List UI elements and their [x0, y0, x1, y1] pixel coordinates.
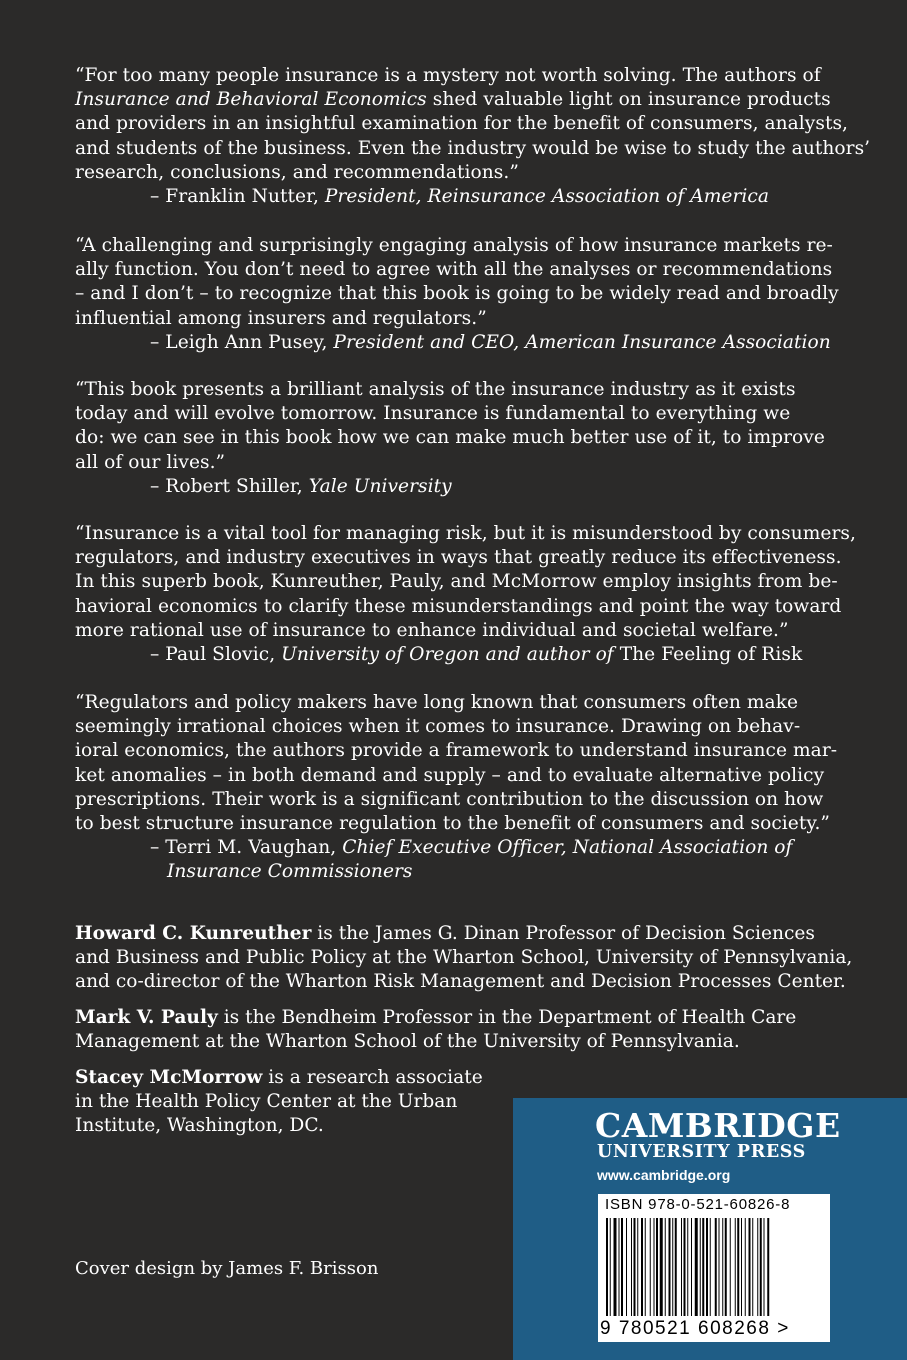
quote-line: seemingly irrational choices when it comes to insurance. Drawing on behav- — [75, 716, 801, 738]
publisher-block — [513, 1098, 907, 1360]
quote-line: “A challenging and surprisingly engaging analysis of how insurance markets re- — [75, 235, 833, 256]
quote-line: and providers in an insightful examination for the benefit of consumers, analysts, — [75, 113, 849, 135]
bio-kunreuther — [75, 922, 852, 995]
quote-line: all of our lives.” — [75, 451, 226, 473]
quote-line: “For too many people insurance is a mystery not worth solving. The authors of — [75, 65, 821, 86]
attribution-author: – Robert Shiller, — [150, 475, 309, 497]
quote-line: “Regulators and policy makers have long known that consumers often make — [75, 692, 799, 713]
bio-line: and co-director of the Wharton Risk Management and Decision Processes Center. — [75, 971, 846, 993]
quote-attribution — [75, 331, 845, 355]
quote-line: influential among insurers and regulators.” — [75, 307, 487, 329]
publisher-url: www.cambridge.org — [597, 1167, 731, 1183]
cover-design-credit: Cover design by James F. Brisson — [75, 1258, 379, 1279]
bio-line — [75, 1006, 796, 1030]
quote-line: to best structure insurance regulation to the benefit of consumers and society.” — [75, 813, 830, 835]
quote-line: do: we can see in this book how we can make much better use of it, to improve — [75, 427, 825, 449]
quote-line-rest: shed valuable light on insurance products — [426, 89, 831, 111]
quote-shiller — [75, 378, 845, 499]
barcode-icon — [606, 1218, 822, 1318]
bio-text: is the James G. Dinan Professor of Decision Sciences — [311, 923, 815, 944]
quote-line: regulators, and industry executives in ways that greatly reduce its effectiveness. — [75, 547, 842, 569]
quote-line: ket anomalies – in both demand and supply – and to evaluate alternative policy — [75, 764, 825, 786]
quote-pusey — [75, 234, 845, 355]
quote-line: more rational use of insurance to enhance individual and societal welfare.” — [75, 619, 789, 641]
barcode-digits: 9 780521 608268 > — [600, 1318, 790, 1339]
attribution-role: University of Oregon and author of — [281, 644, 614, 666]
book-title: Insurance and Behavioral Economics — [75, 89, 427, 111]
attribution-author: – Terri M. Vaughan, — [150, 837, 343, 859]
attribution-role: President, Reinsurance Association of America — [324, 186, 769, 208]
bio-name: Howard C. Kunreuther — [75, 923, 312, 944]
isbn-label: ISBN 978-0-521-60826-8 — [605, 1196, 791, 1213]
bio-line: and Business and Public Policy at the Wharton School, University of Pennsylvania, — [75, 947, 853, 969]
publisher-subtitle: UNIVERSITY PRESS — [597, 1142, 806, 1162]
quote-attribution — [75, 475, 845, 499]
quote-line: In this superb book, Kunreuther, Pauly, and McMorrow employ insights from be- — [75, 571, 838, 593]
attribution-role-continued: Insurance Commissioners — [167, 861, 413, 883]
quote-line: prescriptions. Their work is a significant contribution to the discussion on how — [75, 788, 824, 810]
quote-line: and students of the business. Even the industry would be wise to study the authors’ — [75, 137, 871, 159]
bio-line — [75, 922, 852, 946]
bio-line — [75, 1066, 483, 1090]
bio-line: Institute, Washington, DC. — [75, 1115, 324, 1137]
quote-line — [75, 88, 845, 112]
bio-name: Mark V. Pauly — [75, 1007, 218, 1028]
bio-name: Stacey McMorrow — [75, 1067, 263, 1088]
bio-pauly — [75, 1006, 796, 1054]
quote-line: “This book presents a brilliant analysis of the insurance industry as it exists — [75, 379, 796, 400]
quote-line: “Insurance is a vital tool for managing risk, but it is misunderstood by consumers, — [75, 523, 856, 544]
quote-line: research, conclusions, and recommendations.” — [75, 161, 519, 183]
bio-line: Management at the Wharton School of the University of Pennsylvania. — [75, 1031, 740, 1053]
quote-line: – and I don’t – to recognize that this book is going to be widely read and broadly — [75, 283, 839, 305]
attribution-author: – Franklin Nutter, — [150, 186, 325, 208]
quote-line: ally function. You don’t need to agree with all the analyses or recommendations — [75, 259, 833, 281]
attribution-role: Yale University — [308, 475, 452, 497]
quote-attribution — [75, 836, 845, 860]
quote-line: ioral economics, the authors provide a framework to understand insurance mar- — [75, 740, 838, 762]
bio-text: is a research associate — [262, 1067, 483, 1088]
quote-nutter — [75, 64, 871, 209]
quote-vaughan — [75, 691, 845, 885]
quote-slovic — [75, 522, 856, 667]
publisher-name: CAMBRIDGE — [595, 1106, 841, 1145]
quote-attribution — [75, 185, 845, 209]
attribution-author: – Leigh Ann Pusey, — [150, 331, 334, 353]
attribution-role: President and CEO, American Insurance Association — [333, 331, 831, 353]
quote-line: havioral economics to clarify these misunderstandings and point the way toward — [75, 595, 842, 617]
attribution-book: The Feeling of Risk — [613, 644, 803, 666]
attribution-role: Chief Executive Officer, National Association of — [342, 837, 793, 859]
bio-mcmorrow — [75, 1066, 483, 1139]
quote-line: today and will evolve tomorrow. Insurance is fundamental to everything we — [75, 403, 791, 425]
attribution-author: – Paul Slovic, — [150, 644, 282, 666]
barcode-panel — [598, 1194, 830, 1342]
bio-text: is the Bendheim Professor in the Department of Health Care — [217, 1007, 797, 1028]
quote-attribution — [75, 643, 845, 667]
bio-line: in the Health Policy Center at the Urban — [75, 1091, 458, 1113]
